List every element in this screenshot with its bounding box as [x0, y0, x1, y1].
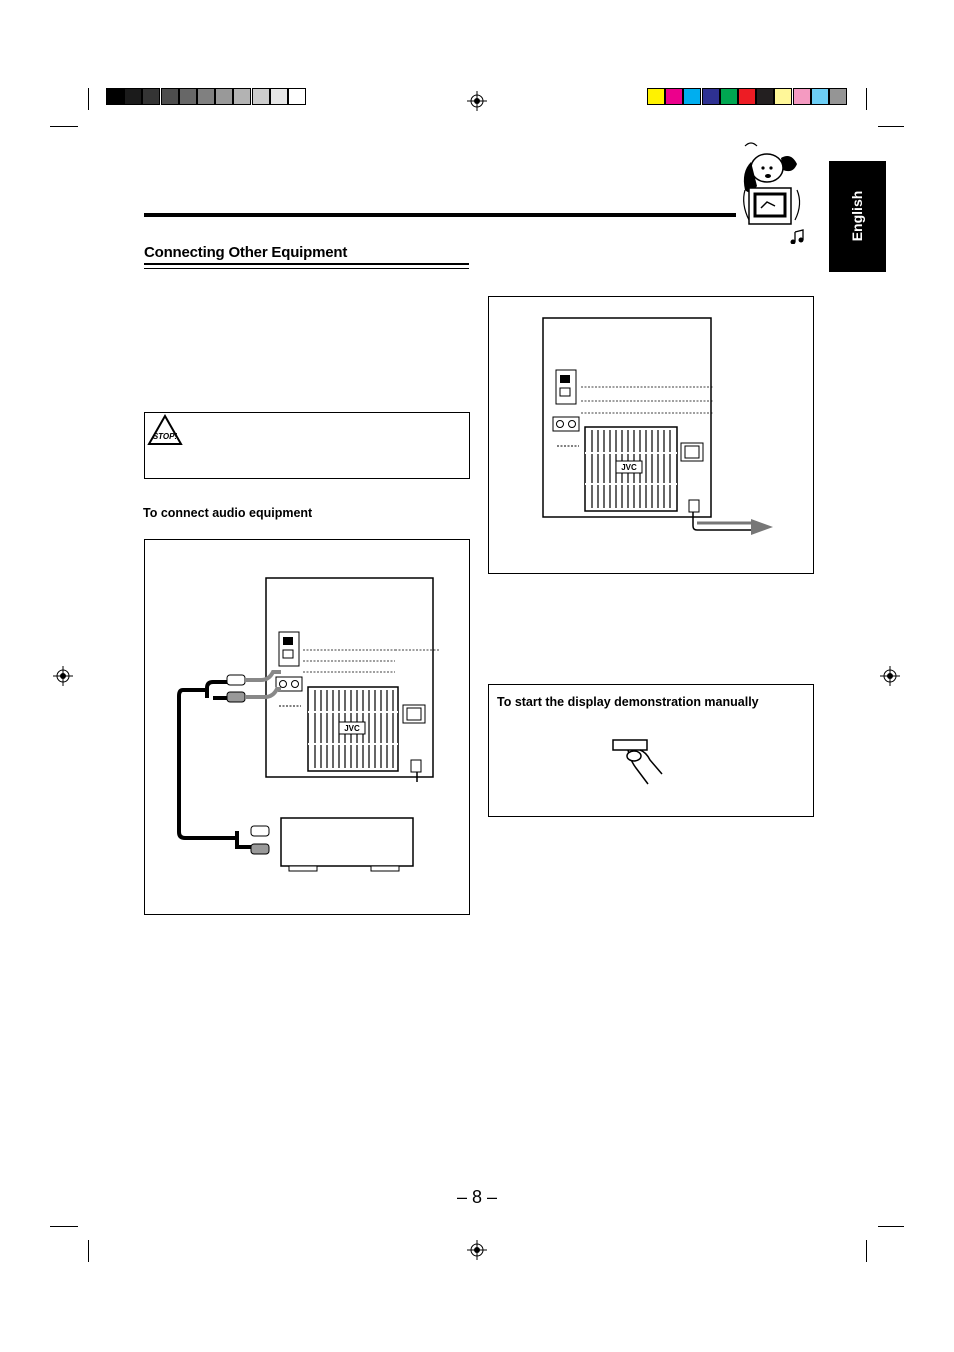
demo-heading: To start the display demonstration manually [497, 695, 759, 709]
warning-box [144, 412, 470, 479]
registration-mark-icon [880, 666, 900, 686]
color-swatch [161, 88, 179, 105]
crop-mark [878, 126, 904, 127]
color-swatch [252, 88, 270, 105]
crop-mark [50, 126, 78, 127]
language-tab [829, 161, 886, 272]
audio-heading: To connect audio equipment [143, 506, 313, 520]
header-rule [144, 213, 736, 217]
color-swatch [233, 88, 251, 105]
color-swatch [683, 88, 701, 105]
finger-press-button-icon [610, 736, 666, 786]
svg-text:STOP!: STOP! [152, 432, 178, 441]
crop-mark [878, 1226, 904, 1227]
color-swatch [738, 88, 756, 105]
color-swatch [142, 88, 160, 105]
color-swatch [288, 88, 306, 105]
color-swatch [106, 88, 124, 105]
color-swatch [647, 88, 665, 105]
page-number: – 8 – [456, 1187, 498, 1207]
section-title-underline-thin [144, 268, 469, 269]
color-swatch [793, 88, 811, 105]
crop-mark [866, 1240, 867, 1262]
crop-mark [88, 88, 89, 110]
color-swatch [197, 88, 215, 105]
color-swatch [270, 88, 288, 105]
color-swatch [720, 88, 738, 105]
stop-warning-icon [147, 414, 183, 448]
jvc-logo: JVC [344, 724, 360, 733]
registration-mark-icon [467, 91, 487, 111]
color-swatch [829, 88, 847, 105]
registration-mark-icon [467, 1240, 487, 1260]
language-tab-label: English [849, 190, 865, 242]
color-swatch [124, 88, 142, 105]
color-swatch [811, 88, 829, 105]
crop-mark [88, 1240, 89, 1262]
audio-connection-illustration [145, 540, 468, 912]
color-swatch [665, 88, 683, 105]
section-title: Connecting Other Equipment [144, 244, 348, 261]
registration-mark-icon [53, 666, 73, 686]
crop-mark [50, 1226, 78, 1227]
section-title-underline [144, 263, 469, 265]
color-swatch [774, 88, 792, 105]
rear-panel-illustration [489, 297, 812, 572]
crop-mark [866, 88, 867, 110]
jvc-logo: JVC [621, 463, 637, 472]
color-swatch [756, 88, 774, 105]
color-swatch [702, 88, 720, 105]
color-swatch [179, 88, 197, 105]
mascot-dog-icon [735, 138, 817, 244]
color-swatch [215, 88, 233, 105]
